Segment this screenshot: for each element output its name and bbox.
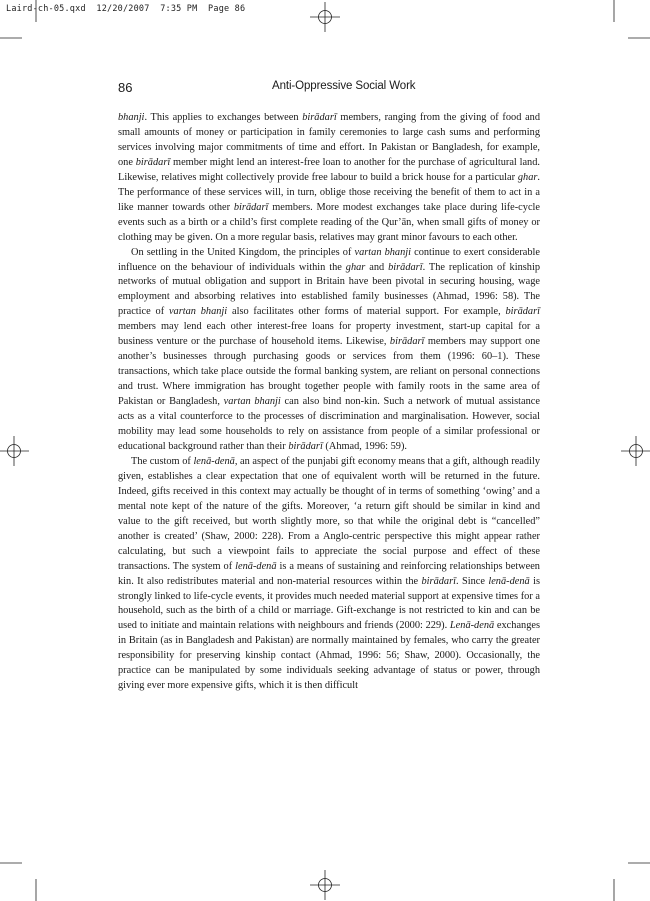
text-run: is a means of sustaining and reinforcing relationships between kin. It also redistributes material and non-material resources within the (118, 560, 540, 587)
text-run: also facilitates other forms of material support. For example, (227, 306, 506, 318)
text-run: The custom of (131, 455, 194, 467)
registration-mark-bottom (310, 870, 340, 900)
paragraph (118, 455, 540, 694)
slug-line: Laird-ch-05.qxd 12/20/2007 7:35 PM Page 86 (6, 4, 246, 14)
italic-term: birādarī (135, 156, 171, 168)
italic-term: ghar (517, 171, 538, 183)
text-run: member might lend an interest-free loan to another for the purchase of agricultural land. Likewise, relatives might collectively provide free labour to build a brick house for a particular (118, 156, 540, 183)
italic-term: vartan bhanji (354, 246, 412, 258)
italic-term: bhanji (118, 112, 145, 123)
text-run: members. More modest exchanges take place during life-cycle events such as a birth or a child’s first complete reading of the Qur’ān, when small gifts of money or clothing may be given. On a more regular basis, relatives may grant minor favours to each other. (118, 201, 541, 243)
italic-term: birādarī (389, 336, 425, 348)
text-run: . The replication of kinship networks of mutual obligation and support in Britain have been pivotal in securing housing, wage employment and absorbing relatives into established family businesses (Ahmad, 1996: 58). The practice of (118, 261, 541, 318)
paragraph (118, 246, 540, 455)
running-head: Anti-Oppressive Social Work (272, 80, 416, 92)
text-run: exchanges in Britain (as in Bangladesh and Pakistan) are normally maintained by females, who carry the greater responsibility for preserving kinship contact (Ahmad, 1996: 56; Shaw, 2000). Occasionally, the practice can be manipulated by some individuals seeking advantage of status or power, through giving ever more expensive gifts, which it is then difficult (118, 620, 540, 692)
text-run: continue to exert considerable influence on the behaviour of individuals within the (118, 246, 541, 273)
registration-mark-right (621, 436, 650, 466)
text-run: is strongly linked to life-cycle events, it provides much needed material support at expensive times for a household, such as the birth of a child or marriage. Gift-exchange is not restricted to kin and can be used to initiate and maintain relations with neighbours and friends (2000: 229). (118, 575, 540, 632)
text-run: . This applies to exchanges between (144, 112, 303, 123)
italic-term: birādarī (288, 440, 323, 452)
registration-mark-left (0, 436, 29, 466)
text-run: members, ranging from the giving of food and small amounts of money or participation in family ceremonies to large cash sums and performing services involving major commitments of time and effort. In Pakistan or Bangladesh, for example, one (118, 112, 541, 168)
italic-term: birādarī (233, 201, 269, 213)
text-run: and (365, 261, 389, 273)
text-run: members may support one another’s businesses through purchasing goods or services from them (1996: 60–1). These transactions, which take place outside the formal banking system, are reliant on personal connections and trust. Where immigration has brought together people with family roots in the same area of Pakistan or Bangladesh, (118, 336, 540, 408)
italic-term: birādarī (421, 575, 456, 587)
paragraph (118, 111, 540, 246)
text-run: . The performance of these services will, in turn, oblige those receiving the benefit of them to act in a like manner towards other (118, 171, 540, 213)
text-run: . Since (456, 575, 489, 587)
italic-term: vartan bhanji (223, 396, 281, 408)
page-number: 86 (118, 80, 133, 95)
text-run: (Ahmad, 1996: 59). (322, 440, 408, 452)
body-text (118, 111, 540, 694)
italic-term: ghar (345, 261, 366, 273)
italic-term: Lenā-denā (449, 620, 495, 632)
registration-mark-top (310, 2, 340, 32)
italic-term: lenā-denā (193, 455, 235, 467)
text-run: members may lend each other interest-free loans for property investment, start-up capital for a business venture or the purchase of household items. Likewise, (118, 321, 540, 348)
italic-term: lenā-denā (488, 575, 530, 587)
italic-term: birādarī (505, 306, 540, 318)
italic-term: vartan bhanji (168, 306, 228, 318)
italic-term: birādarī (302, 112, 337, 123)
italic-term: birādarī (388, 261, 423, 273)
text-run: On settling in the United Kingdom, the principles of (131, 246, 355, 258)
italic-term: lenā-denā (235, 560, 277, 572)
text-run: can also bind non-kin. Such a network of mutual assistance acts as a vital counterforce to the processes of discrimination and marginalisation. However, social mobility may lead some households to rely on assistance from people of a similar professional or educational background rather than their (118, 396, 540, 452)
text-run: , an aspect of the punjabi gift economy means that a gift, although readily given, establishes a clear expectation that one of equivalent worth will be returned in the future. Indeed, gifts received in this context may actually be thought of in terms of something ‘owing’ and a mental note kept of the nature of the gifts. Moreover, ‘a return gift should be similar in kind and value to the gift received, but worth slightly more, so that while the original debt is “cancelled” another is created’ (Shaw, 2000: 228). From a Anglo-centric perspective this might appear rather calculating, but such a viewpoint fails to appreciate the social purpose and effect of these transactions. The system of (118, 455, 540, 572)
